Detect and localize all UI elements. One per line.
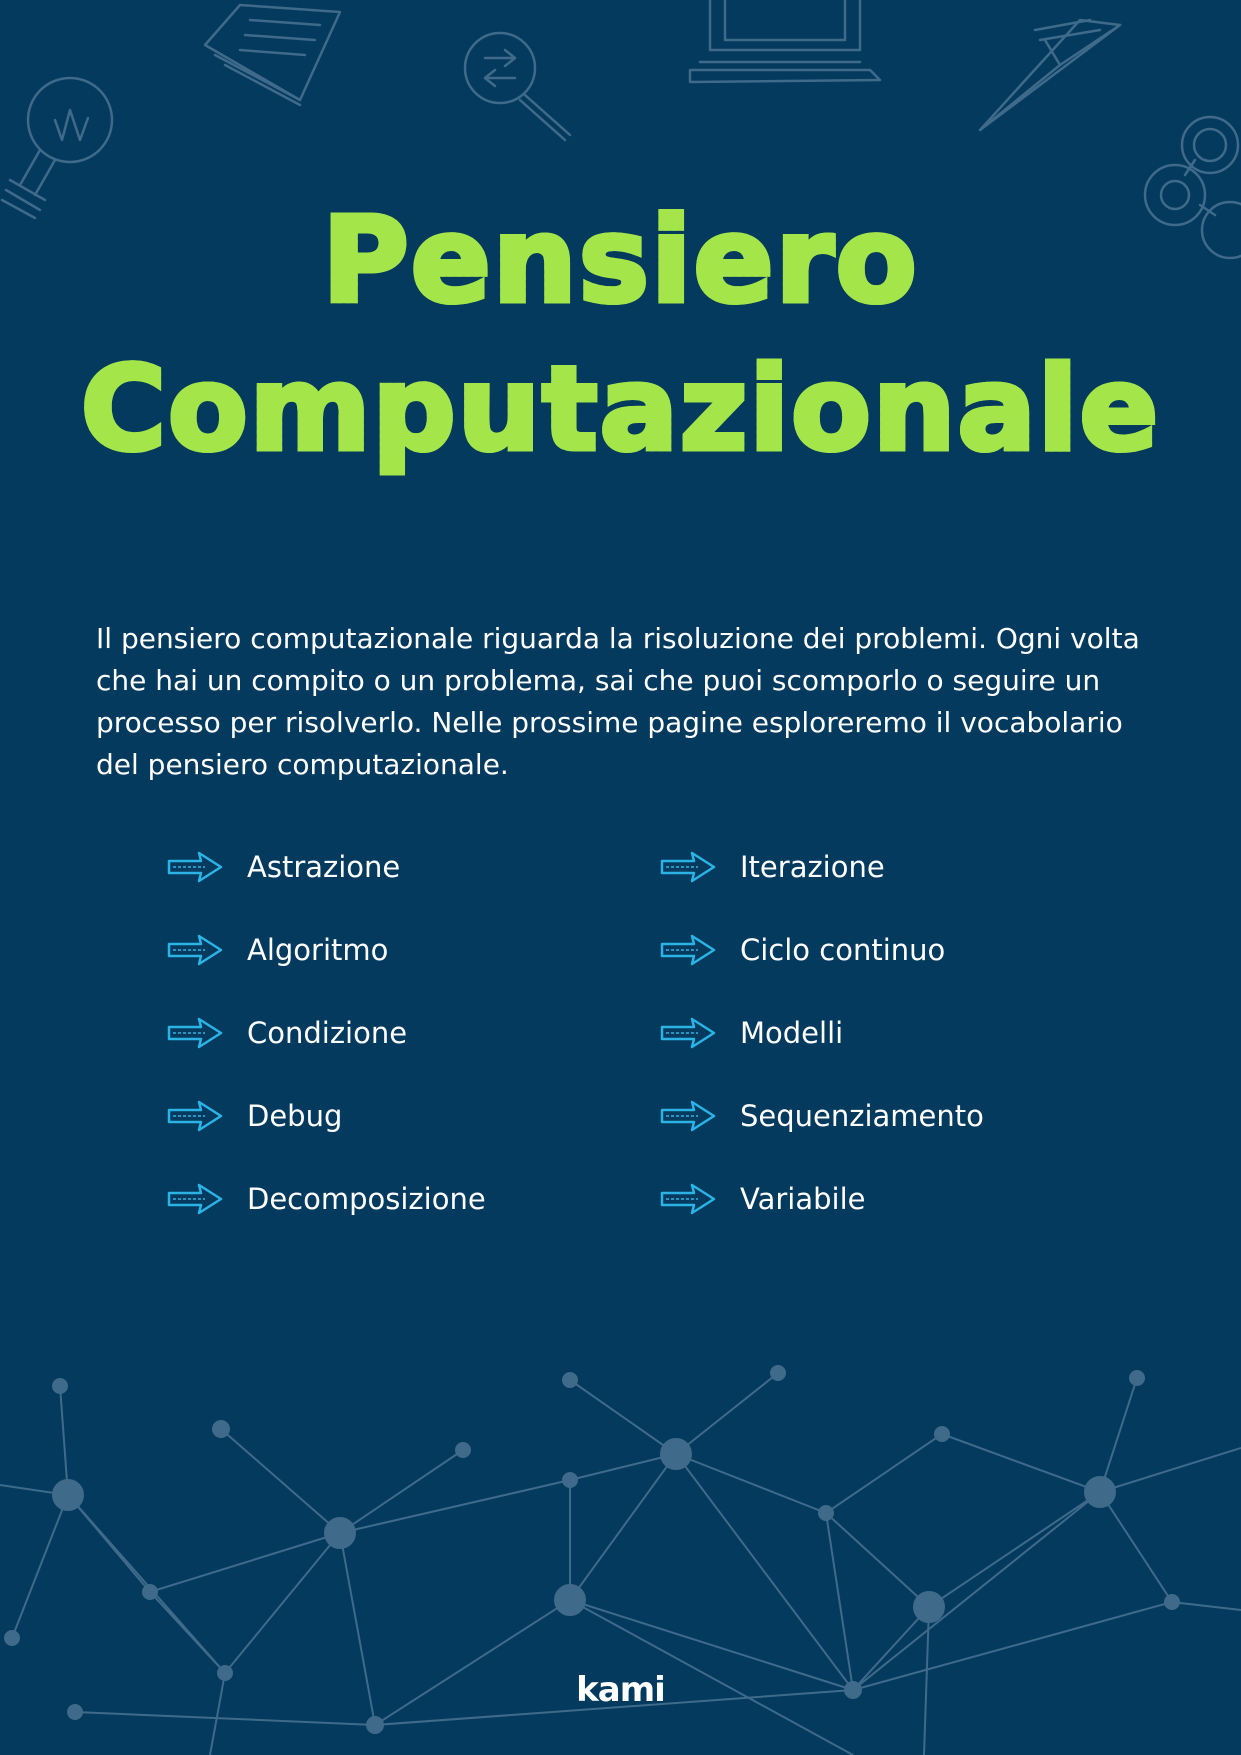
notebook-icon	[205, 5, 340, 105]
title-line-1-text: Pensiero	[322, 191, 919, 329]
title-line-2	[0, 335, 1241, 485]
list-item	[165, 991, 486, 1074]
title-line-2-text: Computazionale	[80, 342, 1161, 477]
title-line-1	[0, 185, 1241, 335]
paper-plane-icon	[980, 20, 1120, 130]
list-item	[658, 825, 984, 908]
arrow-right-icon	[658, 1096, 718, 1136]
list-item	[165, 1074, 486, 1157]
kami-logo: kami	[576, 1670, 665, 1710]
arrow-right-icon	[658, 1179, 718, 1219]
arrow-right-icon	[165, 930, 225, 970]
vocabulary-term: Astrazione	[247, 849, 401, 884]
magnifier-icon	[465, 33, 570, 140]
vocabulary-term: Sequenziamento	[740, 1098, 984, 1133]
vocabulary-column-left	[165, 825, 486, 1240]
arrow-right-icon	[165, 847, 225, 887]
vocabulary-term: Iterazione	[740, 849, 885, 884]
list-item	[165, 908, 486, 991]
intro-paragraph: Il pensiero computazionale riguarda la risoluzione dei problemi. Ogni volta che hai un compito o un problema, sai che puoi scomporlo o seguire un processo per risolverlo. Nelle prossime pagine esploreremo il vocabolario del pensiero computazionale.	[96, 622, 1140, 781]
arrow-right-icon	[658, 847, 718, 887]
vocabulary-term: Algoritmo	[247, 932, 389, 967]
list-item	[658, 1074, 984, 1157]
vocabulary-term: Ciclo continuo	[740, 932, 946, 967]
vocabulary-term: Debug	[247, 1098, 343, 1133]
list-item	[165, 825, 486, 908]
list-item	[658, 908, 984, 991]
laptop-icon	[690, 0, 880, 82]
arrow-right-icon	[658, 1013, 718, 1053]
page-title	[0, 185, 1241, 485]
list-item	[658, 991, 984, 1074]
vocabulary-term: Modelli	[740, 1015, 844, 1050]
arrow-right-icon	[165, 1096, 225, 1136]
vocabulary-term: Decomposizione	[247, 1181, 486, 1216]
arrow-right-icon	[658, 930, 718, 970]
list-item	[165, 1157, 486, 1240]
arrow-right-icon	[165, 1179, 225, 1219]
vocabulary-term: Variabile	[740, 1181, 866, 1216]
vocabulary-column-right	[658, 825, 984, 1240]
arrow-right-icon	[165, 1013, 225, 1053]
vocabulary-term: Condizione	[247, 1015, 408, 1050]
list-item	[658, 1157, 984, 1240]
